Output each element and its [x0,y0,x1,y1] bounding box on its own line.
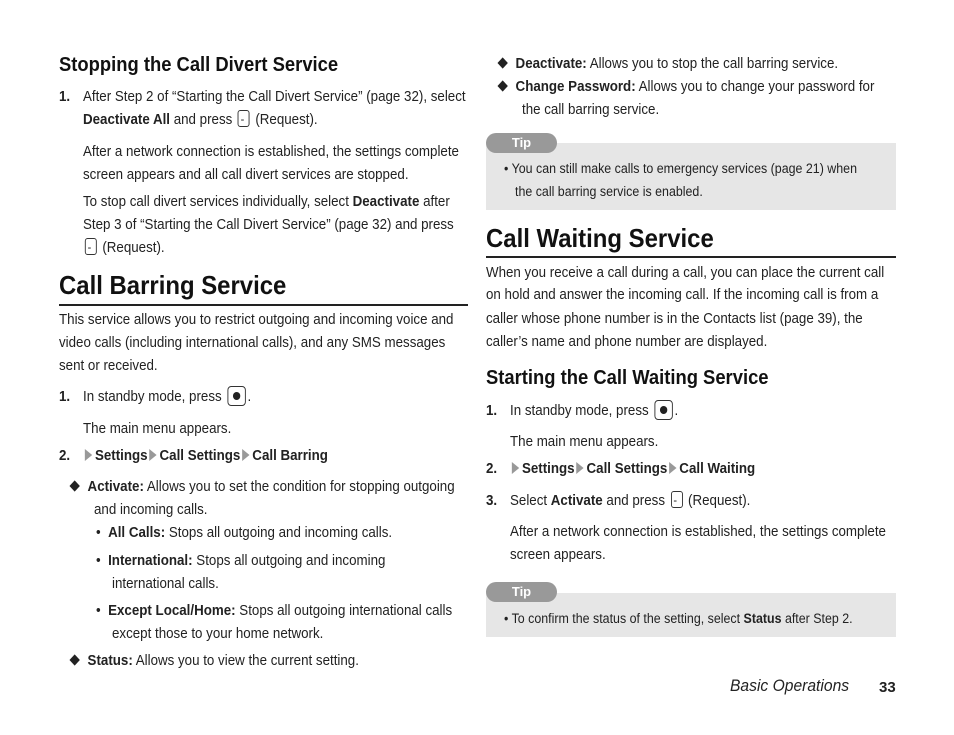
activate-line2: and incoming calls. [94,502,208,518]
text-span: (Request). [251,112,318,128]
deactivate-item [499,53,838,76]
activate-item [71,476,455,499]
activate-label: Activate: [87,479,144,495]
softkey-icon [671,491,683,508]
diamond-bullet-icon [69,480,79,491]
waiting-step1-result: The main menu appears. [510,434,659,450]
waiting-intro-line3: caller whose phone number is in the Contacts list (page 39), the [486,311,863,327]
text-span: In standby mode, press [510,403,653,419]
waiting-step1 [510,400,678,423]
waiting-step3-result-line1: After a network connection is established, the settings complete [510,524,886,540]
step-number: 2. [486,461,498,477]
step-number: 1. [486,403,498,419]
text-span: . [674,403,679,419]
divert-stop-heading: Stopping the Call Divert Service [59,54,339,76]
status-label: Status: [87,653,133,669]
deactivate-all-label: Deactivate All [83,112,170,128]
step-number: 2. [59,448,71,464]
path-call-waiting: Call Waiting [679,461,756,477]
divert-step1-line1: After Step 2 of “Starting the Call Divert Service” (page 32), select [83,89,466,105]
change-password-item [499,76,874,99]
text-span: Select [510,493,551,509]
international-label: International: [108,553,193,569]
diamond-bullet-icon [497,80,507,91]
text-span: after Step 2. [781,611,853,626]
diamond-bullet-icon [69,654,79,665]
softkey-icon [85,238,97,255]
text-span: . [247,389,252,405]
arrow-right-icon [242,449,249,461]
text-span: Allows you to stop the call barring service. [586,56,839,72]
text-span: and press [169,112,237,128]
text-span: To stop call divert services individually, select [83,194,353,210]
waiting-intro-line2: on hold and answer the incoming call. If the incoming call is from a [486,287,879,303]
text-span: (Request). [98,240,165,256]
except-local-item [96,600,452,623]
deactivate-label: Deactivate: [515,56,587,72]
heading-rule [486,256,896,258]
waiting-step3 [510,490,750,513]
text-span: Stops all outgoing international calls [235,603,453,619]
arrow-right-icon [85,449,92,461]
path-call-settings: Call Settings [586,461,668,477]
arrow-right-icon [149,449,156,461]
divert-para1-line2: screen appears and all call divert services are stopped. [83,167,409,183]
tip1-line2: the call barring service is enabled. [515,184,703,199]
arrow-right-icon [576,462,583,474]
arrow-right-icon [512,462,519,474]
all-calls-item [96,522,392,545]
start-waiting-heading: Starting the Call Waiting Service [486,367,769,389]
divert-para2-line1 [83,191,450,214]
barring-step1-result: The main menu appears. [83,421,232,437]
barring-intro-line3: sent or received. [59,358,158,374]
tip1-line1: • You can still make calls to emergency services (page 21) when [504,161,857,176]
waiting-menu-path [510,458,755,481]
softkey-icon [238,110,250,127]
change-password-line2: the call barring service. [522,102,660,118]
call-barring-heading: Call Barring Service [59,270,287,300]
step-number: 1. [59,389,71,405]
waiting-intro-line1: When you receive a call during a call, you can place the current call [486,265,885,281]
center-key-icon [654,400,672,420]
all-calls-label: All Calls: [108,525,166,541]
change-password-label: Change Password: [515,79,636,95]
text-span: (Request). [684,493,751,509]
step-number: 3. [486,493,498,509]
international-item [96,550,385,573]
footer-section-name: Basic Operations [730,676,850,695]
barring-step1 [83,386,251,409]
tip-label: Tip [486,582,557,602]
bullet-dot-icon: • [96,603,109,619]
divert-para2-line3 [83,237,165,260]
text-span: Allows you to change your password for [635,79,875,95]
activate-label: Activate [550,493,603,509]
status-item [71,650,359,673]
international-line2: international calls. [112,576,219,592]
diamond-bullet-icon [497,57,507,68]
barring-menu-path [83,445,328,468]
text-span: after [419,194,450,210]
bullet-dot-icon: • [96,525,109,541]
call-waiting-heading: Call Waiting Service [486,223,714,253]
bullet-dot-icon: • [96,553,109,569]
barring-intro-line2: video calls (including international calls), and any SMS messages [59,335,446,351]
path-call-barring: Call Barring [252,448,328,464]
barring-intro-line1: This service allows you to restrict outgoing and incoming voice and [59,312,454,328]
path-call-settings: Call Settings [159,448,241,464]
divert-step1-line2 [83,109,318,132]
except-local-label: Except Local/Home: [108,603,236,619]
heading-rule [59,304,468,306]
text-span: Stops all outgoing and incoming calls. [165,525,393,541]
text-span: and press [602,493,669,509]
divert-para1-line1: After a network connection is established, the settings complete [83,144,459,160]
step-number: 1. [59,89,71,105]
waiting-intro-line4: caller’s name and phone number are displayed. [486,334,768,350]
arrow-right-icon [669,462,676,474]
waiting-step3-result-line2: screen appears. [510,547,606,563]
divert-para2-line2: Step 3 of “Starting the Call Divert Service” (page 32) and press [83,217,454,233]
text-span: • To confirm the status of the setting, select [504,611,744,626]
text-span: Allows you to view the current setting. [132,653,359,669]
text-span: Stops all outgoing and incoming [192,553,386,569]
except-local-line2: except those to your home network. [112,626,324,642]
deactivate-label: Deactivate [352,194,420,210]
path-settings: Settings [521,461,575,477]
path-settings: Settings [94,448,148,464]
center-key-icon [227,386,245,406]
status-label: Status [743,611,782,626]
text-span: In standby mode, press [83,389,226,405]
tip2-line1 [504,607,853,630]
text-span: Allows you to set the condition for stopping outgoing [143,479,455,495]
tip-label: Tip [486,133,557,153]
page-number: 33 [879,679,896,696]
